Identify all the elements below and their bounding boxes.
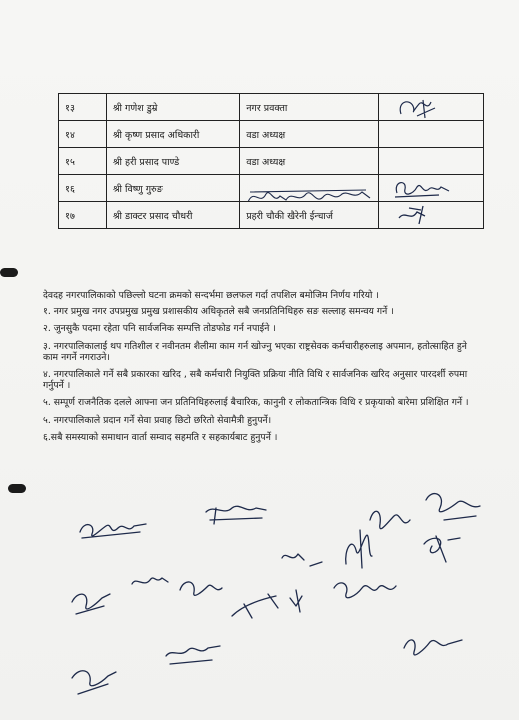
signature [72, 594, 110, 614]
row-number: १४ [59, 121, 107, 148]
signature [346, 530, 372, 568]
signature [370, 511, 410, 528]
signature [282, 554, 322, 566]
binder-hole [0, 268, 18, 277]
row-number: १६ [59, 175, 107, 202]
signatures-area [0, 480, 519, 720]
signature [180, 582, 222, 595]
decision-intro: देवदह नगरपालिकाको पछिल्लो घटना क्रमको सन्दर्भमा छलफल गर्दा तपशिल बमोजिम निर्णय गरियो । [43, 290, 379, 301]
signature-mark [379, 94, 475, 120]
table-row [59, 148, 484, 175]
member-position: वडा अध्यक्ष [240, 148, 379, 175]
row-number: १३ [59, 94, 107, 121]
signature [166, 646, 220, 664]
decision-item: ५. नगरपालिकाले प्रदान गर्ने सेवा प्रवाह छिटो छरितो सेवामैत्री हुनुपर्ने। [43, 414, 272, 426]
signature [206, 506, 266, 524]
signature-cell [379, 94, 484, 121]
member-position [240, 175, 379, 202]
table-row [59, 175, 484, 202]
member-name: श्री कृष्ण प्रसाद अधिकारी [106, 121, 239, 148]
signature-cell [379, 202, 484, 229]
signature [426, 494, 480, 520]
signature-cell [379, 121, 484, 148]
signature [80, 524, 146, 538]
signature-cell [379, 148, 484, 175]
member-position: वडा अध्यक्ष [240, 121, 379, 148]
decision-item: १. नगर प्रमुख नगर उपप्रमुख प्रमुख प्रशासकीय अधिकृतले सबै जनप्रतिनिधिहरु सङ सल्लाह समन्वय गर्ने । [43, 306, 394, 318]
decision-item: ४. नगरपालिकाले गर्ने सबै प्रकारका खरिद , सबै कर्मचारी नियुक्ति प्रक्रिया नीति विधि र सार्वजनिक खरिद अनुसार पारदर्शी रुपमा गर्नुपर्ने । [43, 369, 468, 392]
member-position: नगर प्रवक्ता [240, 94, 379, 121]
member-name: श्री विष्णु गुरुङ [106, 175, 239, 202]
signature [334, 583, 396, 598]
signatory-table [58, 93, 484, 229]
member-name: श्री डाक्टर प्रसाद चौधरी [106, 202, 239, 229]
row-number: १७ [59, 202, 107, 229]
member-position: प्रहरी चौकी खैरेनी ईन्चार्ज [240, 202, 379, 229]
table-row [59, 121, 484, 148]
signature-mark [379, 202, 475, 228]
signature [404, 640, 462, 655]
signature-mark [379, 175, 475, 201]
member-name: श्री गणेश डुम्रे [106, 94, 239, 121]
signature-cell [379, 175, 484, 202]
signature [72, 671, 116, 694]
decision-item: २. जुनसुकै पदमा रहेता पनि सार्वजनिक सम्पत्ति तोडफोड गर्न नपाईने । [43, 323, 276, 335]
signature [232, 594, 278, 618]
signature [424, 536, 460, 562]
member-name: श्री हरी प्रसाद पाण्डे [106, 148, 239, 175]
table-row [59, 94, 484, 121]
row-number: १५ [59, 148, 107, 175]
decision-item: ६.सबै समस्याको समाधान वार्ता सम्वाद सहमति र सहकार्यबाट हुनुपर्ने । [43, 431, 278, 443]
table-row [59, 202, 484, 229]
signature [290, 590, 302, 612]
decision-item: ५. सम्पूर्ण राजनैतिक दलले आफ्ना जन प्रतिनिधिहरुलाई बैचारिक, कानुनी र लोकतान्त्रिक विधि र प्रकृयाको बारेमा प्रशिक्षित गर्ने । [43, 397, 469, 409]
decision-item: ३. नगरपालिकालाई थप गतिशील र नवीनतम शैलीमा काम गर्न खोज्नु भएका राष्ट्रसेवक कर्मचारीहरुलाइ अपमान, हतोत्साहित हुने काम नगर्ने नगराउने। [43, 340, 467, 363]
signature [132, 578, 168, 584]
decision-section [43, 290, 483, 449]
